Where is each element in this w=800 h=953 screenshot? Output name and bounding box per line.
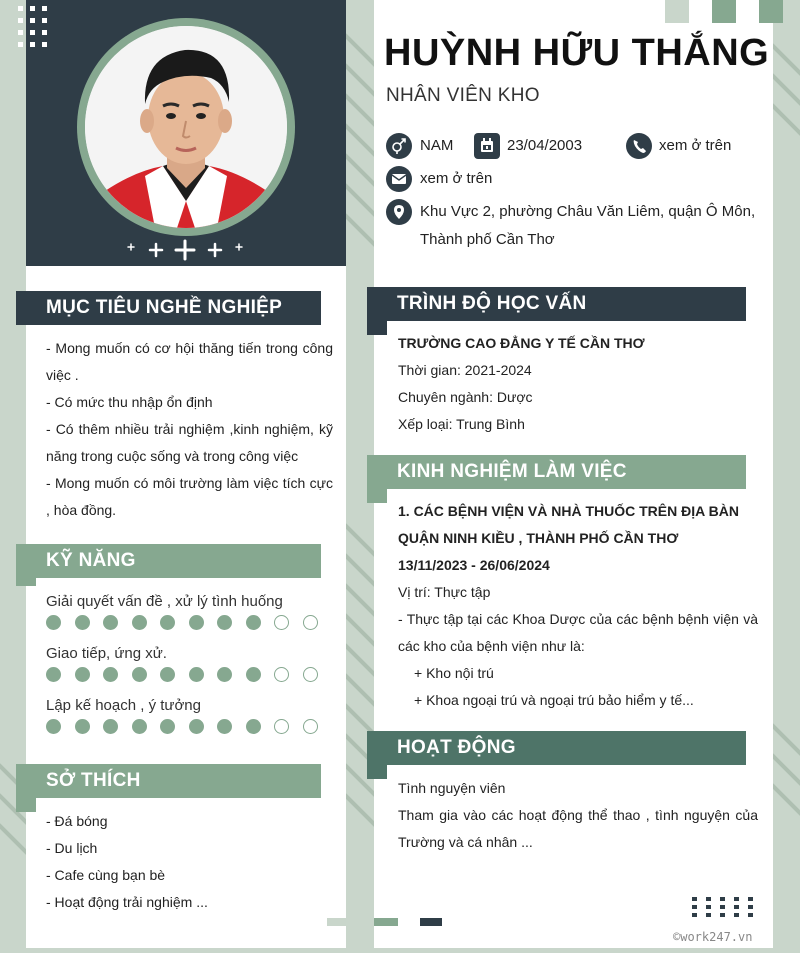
- hobby-item: - Du lịch: [46, 840, 98, 856]
- gender-icon: [386, 133, 412, 159]
- experience-position: Vị trí: Thực tập: [398, 584, 491, 600]
- activities-header-tab: [367, 761, 387, 779]
- activities-body: [398, 775, 758, 856]
- skill-rating: [46, 719, 318, 735]
- rating-dot-filled: [75, 615, 90, 630]
- rating-dot-empty: [303, 719, 318, 734]
- bottom-band: [0, 948, 800, 953]
- birthdate-icon: [474, 133, 500, 159]
- experience-sub-item: + Khoa ngoại trú và ngoại trú bảo hiểm y tế...: [414, 692, 694, 708]
- experience-sub-item: + Kho nội trú: [414, 665, 494, 681]
- education-time: Thời gian: 2021-2024: [398, 362, 532, 378]
- phone-value: xem ở trên: [659, 137, 732, 154]
- rating-dot-filled: [75, 719, 90, 734]
- rating-dot-empty: [303, 667, 318, 682]
- address-line-2: Thành phố Cần Thơ: [420, 231, 555, 248]
- activity-line: Tham gia vào các hoạt động thể thao , tình nguyện của Trường và cá nhân ...: [398, 807, 758, 850]
- activity-line: Tình nguyện viên: [398, 780, 506, 796]
- candidate-name: HUỲNH HỮU THẮNG: [384, 32, 770, 74]
- education-major: Chuyên ngành: Dược: [398, 389, 533, 405]
- portrait-photo-icon: [85, 26, 287, 228]
- rating-dot-filled: [132, 667, 147, 682]
- address-line-1: Khu Vực 2, phường Châu Văn Liêm, quận Ô Môn,: [420, 203, 756, 220]
- hobbies-header: SỞ THÍCH: [16, 764, 321, 798]
- rating-dot-filled: [189, 719, 204, 734]
- right-stripes-top: [773, 30, 800, 230]
- plus-decoration: [120, 238, 250, 262]
- hobbies-body: [46, 808, 333, 916]
- profile-photo-frame: [77, 18, 295, 236]
- objective-body: [46, 335, 333, 524]
- bottom-bar-decoration: [420, 918, 442, 926]
- rating-dot-filled: [217, 615, 232, 630]
- bottom-bar-decoration: [374, 918, 398, 926]
- rating-dot-filled: [103, 615, 118, 630]
- education-body: [398, 330, 758, 438]
- rating-dot-filled: [217, 667, 232, 682]
- rating-dot-filled: [160, 667, 175, 682]
- skills-header-tab: [16, 574, 36, 586]
- rating-dot-empty: [274, 667, 289, 682]
- objective-line: - Mong muốn có môi trường làm việc tích cực , hòa đồng.: [46, 475, 333, 518]
- rating-dot-filled: [160, 719, 175, 734]
- rating-dot-filled: [217, 719, 232, 734]
- rating-dot-filled: [246, 615, 261, 630]
- experience-header-tab: [367, 485, 387, 503]
- rating-dot-filled: [46, 667, 61, 682]
- watermark: ©work247.vn: [673, 930, 753, 944]
- email-icon: [386, 166, 412, 192]
- birthdate-value: 23/04/2003: [507, 137, 583, 154]
- skill-label: Giao tiếp, ứng xử.: [46, 645, 167, 662]
- job-title: NHÂN VIÊN KHO: [386, 85, 540, 106]
- objective-line: - Mong muốn có cơ hội thăng tiến trong công việc .: [46, 340, 333, 383]
- skill-label: Lập kế hoạch , ý tưởng: [46, 697, 201, 714]
- hobby-item: - Cafe cùng bạn bè: [46, 867, 166, 883]
- rating-dot-filled: [189, 615, 204, 630]
- experience-body: [398, 498, 758, 714]
- rating-dot-filled: [103, 719, 118, 734]
- experience-org-line-1: 1. CÁC BỆNH VIỆN VÀ NHÀ THUỐC TRÊN ĐỊA BÀN: [398, 503, 739, 519]
- experience-description: - Thực tập tại các Khoa Dược của các bệnh bệnh viện và các kho của bệnh viện như là:: [398, 611, 758, 654]
- experience-dates: 13/11/2023 - 26/06/2024: [398, 557, 550, 573]
- objective-line: - Có mức thu nhập ổn định: [46, 394, 213, 410]
- objective-header: MỤC TIÊU NGHỀ NGHIỆP: [16, 291, 321, 325]
- skill-label: Giải quyết vấn đề , xử lý tình huống: [46, 593, 283, 610]
- school-name: TRƯỜNG CAO ĐẲNG Y TẾ CẦN THƠ: [398, 335, 645, 351]
- rating-dot-filled: [103, 667, 118, 682]
- rating-dot-filled: [46, 615, 61, 630]
- rating-dot-empty: [274, 615, 289, 630]
- rating-dot-empty: [303, 615, 318, 630]
- email-value: xem ở trên: [420, 170, 493, 187]
- rating-dot-filled: [75, 667, 90, 682]
- bottom-bar-decoration: [327, 918, 347, 926]
- middle-stripes-bottom: [346, 520, 374, 850]
- dot-grid-decoration-bottom: [690, 895, 760, 919]
- gender-value: NAM: [420, 137, 454, 154]
- hobby-item: - Hoạt động trải nghiệm ...: [46, 894, 208, 910]
- education-header-tab: [367, 317, 387, 335]
- location-icon: [386, 199, 412, 225]
- hobbies-header-tab: [16, 794, 36, 812]
- rating-dot-filled: [246, 719, 261, 734]
- skills-header: KỸ NĂNG: [16, 544, 321, 578]
- skill-rating: [46, 615, 318, 631]
- rating-dot-filled: [189, 667, 204, 682]
- rating-dot-filled: [132, 615, 147, 630]
- phone-icon: [626, 133, 652, 159]
- rating-dot-filled: [246, 667, 261, 682]
- activities-header: HOẠT ĐỘNG: [367, 731, 746, 765]
- rating-dot-filled: [132, 719, 147, 734]
- profile-photo: [85, 26, 287, 228]
- education-header: TRÌNH ĐỘ HỌC VẤN: [367, 287, 746, 321]
- hobby-item: - Đá bóng: [46, 813, 108, 829]
- rating-dot-filled: [46, 719, 61, 734]
- skill-rating: [46, 667, 318, 683]
- education-rank: Xếp loại: Trung Bình: [398, 416, 525, 432]
- top-squares-decoration: [665, 0, 785, 23]
- rating-dot-empty: [274, 719, 289, 734]
- objective-line: - Có thêm nhiều trải nghiệm ,kinh nghiệm, kỹ năng trong cuộc sống và trong công việc: [46, 421, 333, 464]
- right-stripes-bottom: [773, 720, 800, 870]
- dot-grid-decoration: [18, 6, 48, 58]
- experience-header: KINH NGHIỆM LÀM VIỆC: [367, 455, 746, 489]
- rating-dot-filled: [160, 615, 175, 630]
- experience-org-line-2: QUẬN NINH KIỀU , THÀNH PHỐ CẦN THƠ: [398, 530, 679, 546]
